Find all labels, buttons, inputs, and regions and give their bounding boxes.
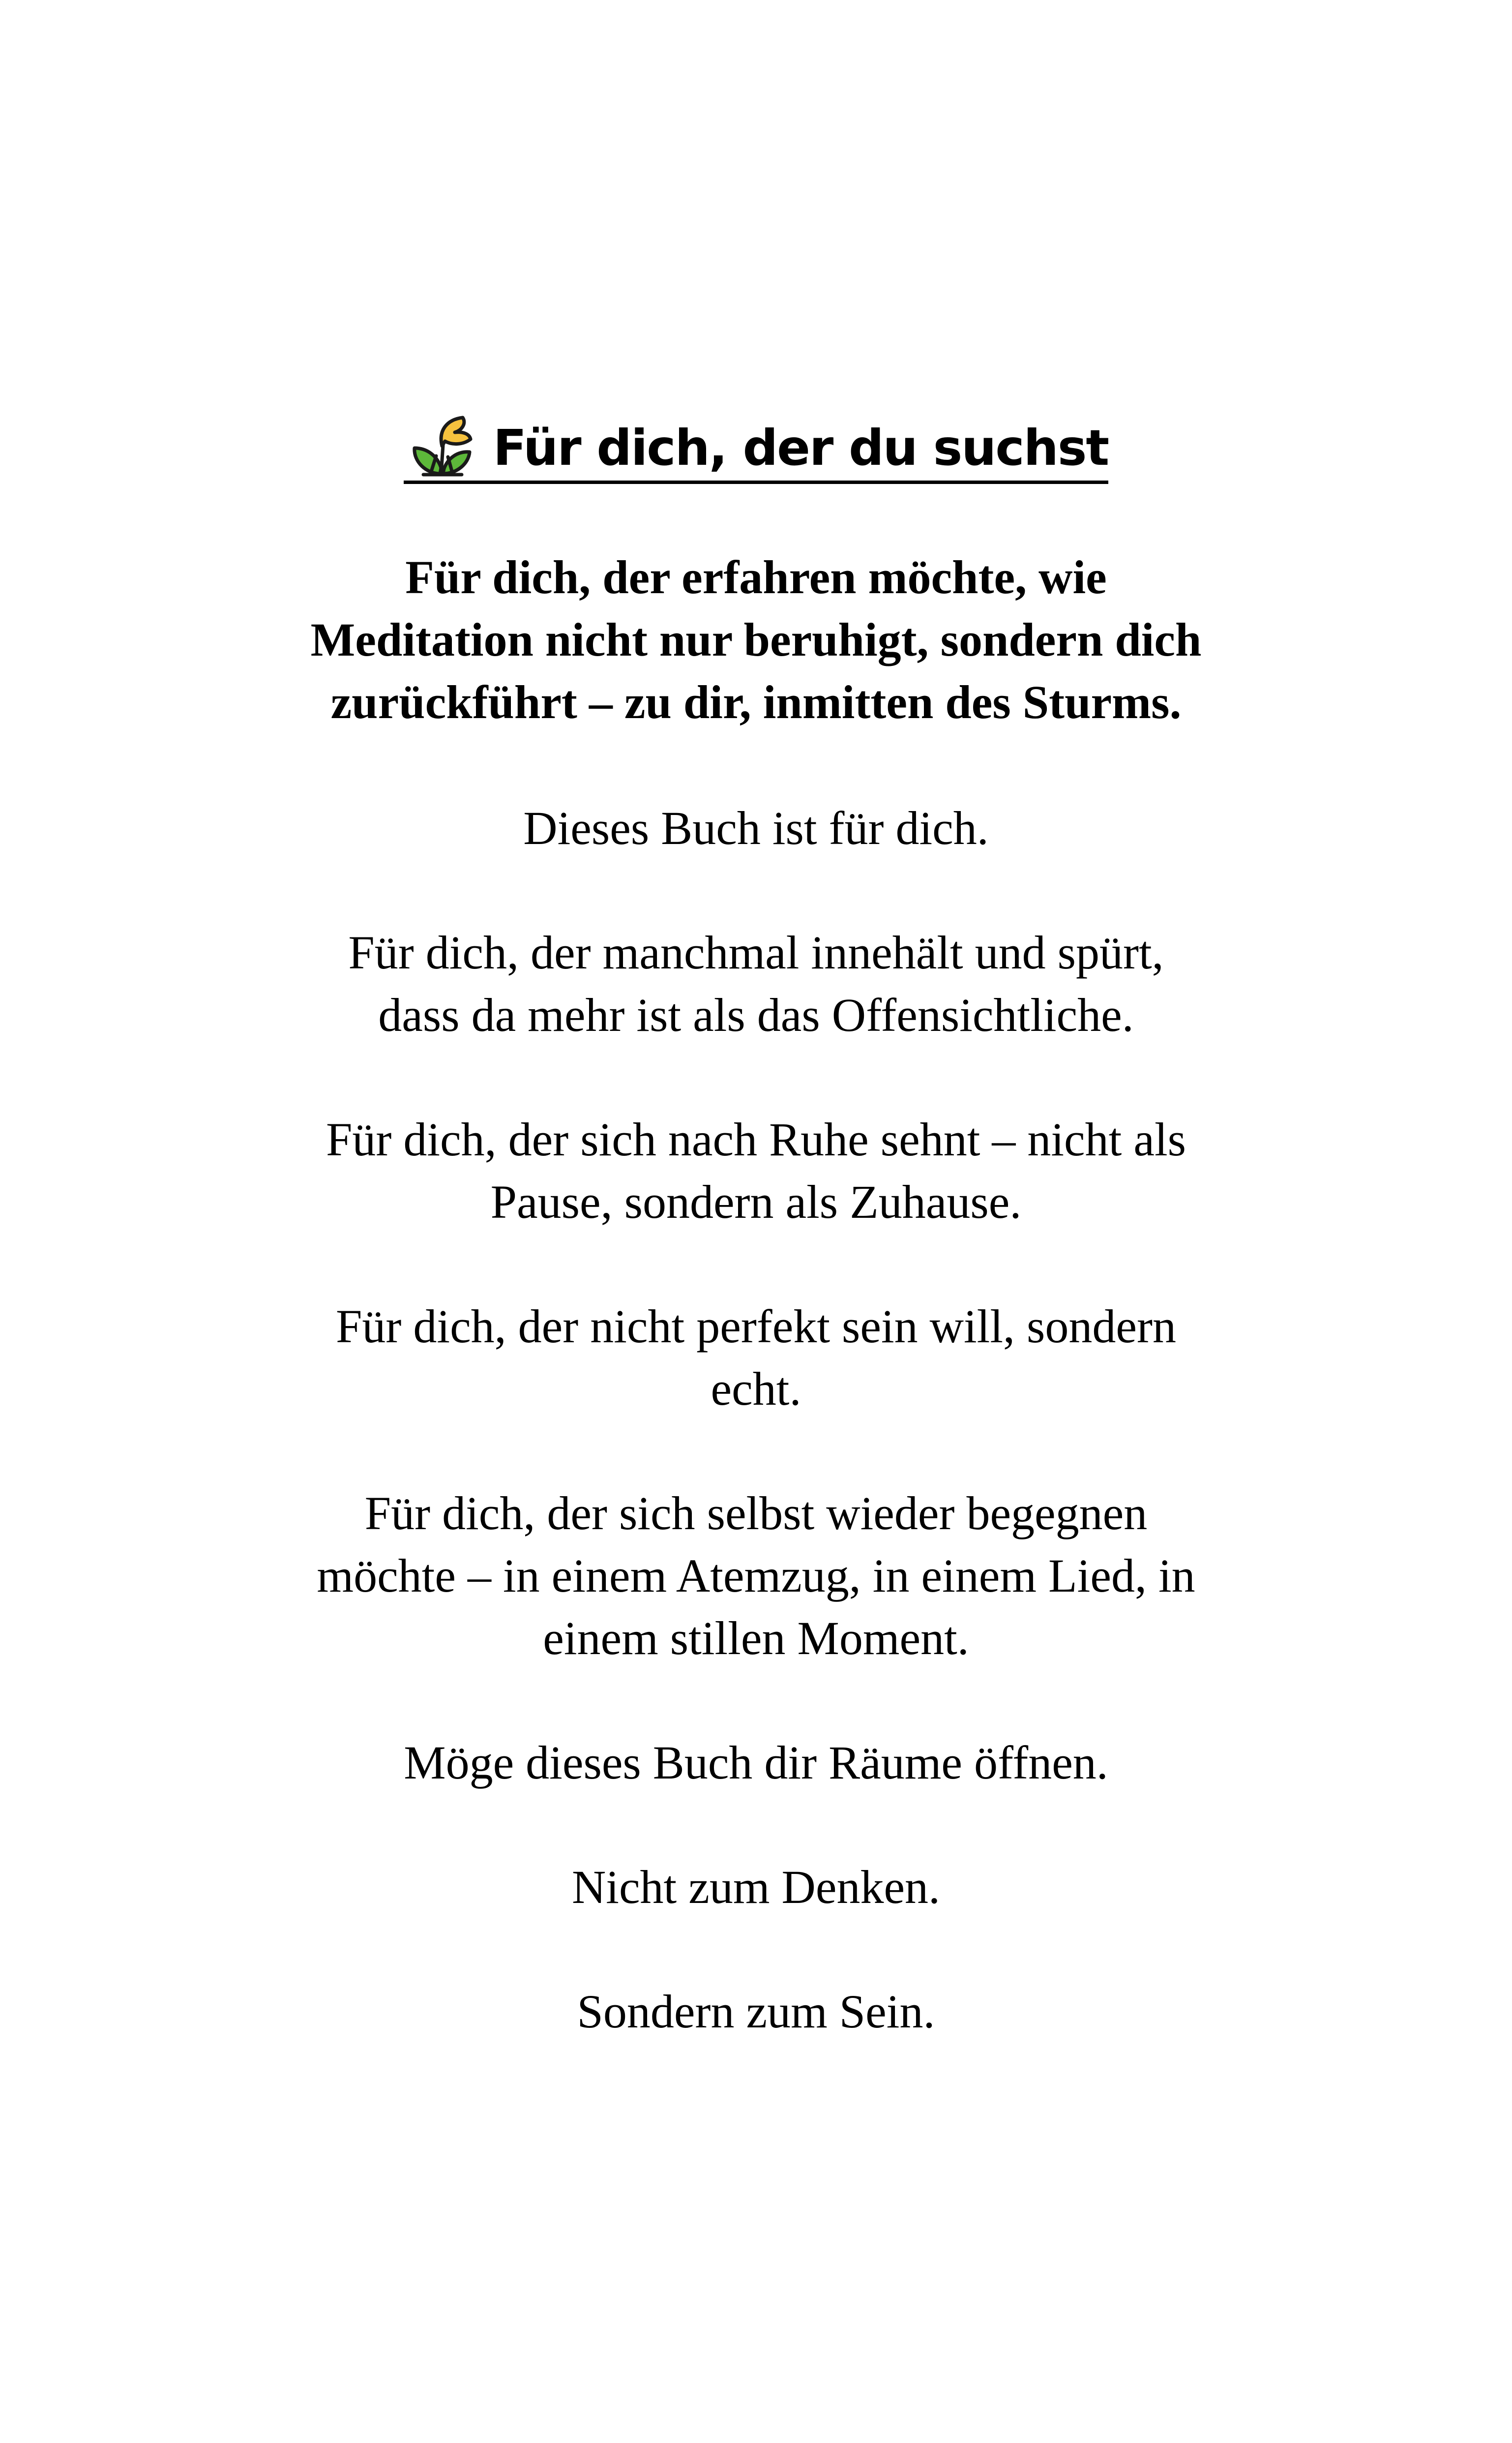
paragraph-line: Möge dieses Buch dir Räume öffnen. <box>404 1736 1108 1789</box>
paragraph-line: echt. <box>711 1362 801 1415</box>
paragraph-line: einem stillen Moment. <box>543 1612 969 1664</box>
heading-underlined <box>404 411 1108 484</box>
intro-line: Meditation nicht nur beruhigt, sondern dich <box>310 613 1202 666</box>
page-heading <box>0 411 1512 484</box>
paragraph <box>275 1731 1237 1794</box>
paragraph-line: Für dich, der sich nach Ruhe sehnt – nicht als <box>326 1113 1186 1166</box>
paragraph-line: Nicht zum Denken. <box>571 1861 941 1913</box>
intro-line: zurückführt – zu dir, inmitten des Sturms. <box>330 676 1182 728</box>
paragraph-line: Pause, sondern als Zuhause. <box>490 1176 1022 1228</box>
paragraph-line: Sondern zum Sein. <box>577 1985 935 2038</box>
flower-sprout-icon <box>404 411 482 480</box>
paragraph-line: Dieses Buch ist für dich. <box>523 802 989 854</box>
intro-paragraph <box>275 546 1237 733</box>
paragraph <box>275 1295 1237 1420</box>
intro-line: Für dich, der erfahren möchte, wie <box>405 551 1107 603</box>
paragraph <box>275 1856 1237 1918</box>
paragraph <box>275 797 1237 859</box>
paragraph-line: möchte – in einem Atemzug, in einem Lied, in <box>317 1549 1195 1602</box>
paragraph <box>275 1108 1237 1233</box>
paragraph <box>275 1980 1237 2043</box>
paragraph-line: dass da mehr ist als das Offensichtliche. <box>378 989 1134 1041</box>
paragraph-line: Für dich, der manchmal innehält und spürt, <box>348 926 1164 979</box>
paragraph-line: Für dich, der sich selbst wieder begegnen <box>364 1487 1148 1539</box>
paragraph-line: Für dich, der nicht perfekt sein will, sondern <box>336 1300 1176 1353</box>
page-title: Für dich, der du suchst <box>493 419 1109 477</box>
paragraph <box>275 1482 1237 1669</box>
paragraph <box>275 921 1237 1046</box>
